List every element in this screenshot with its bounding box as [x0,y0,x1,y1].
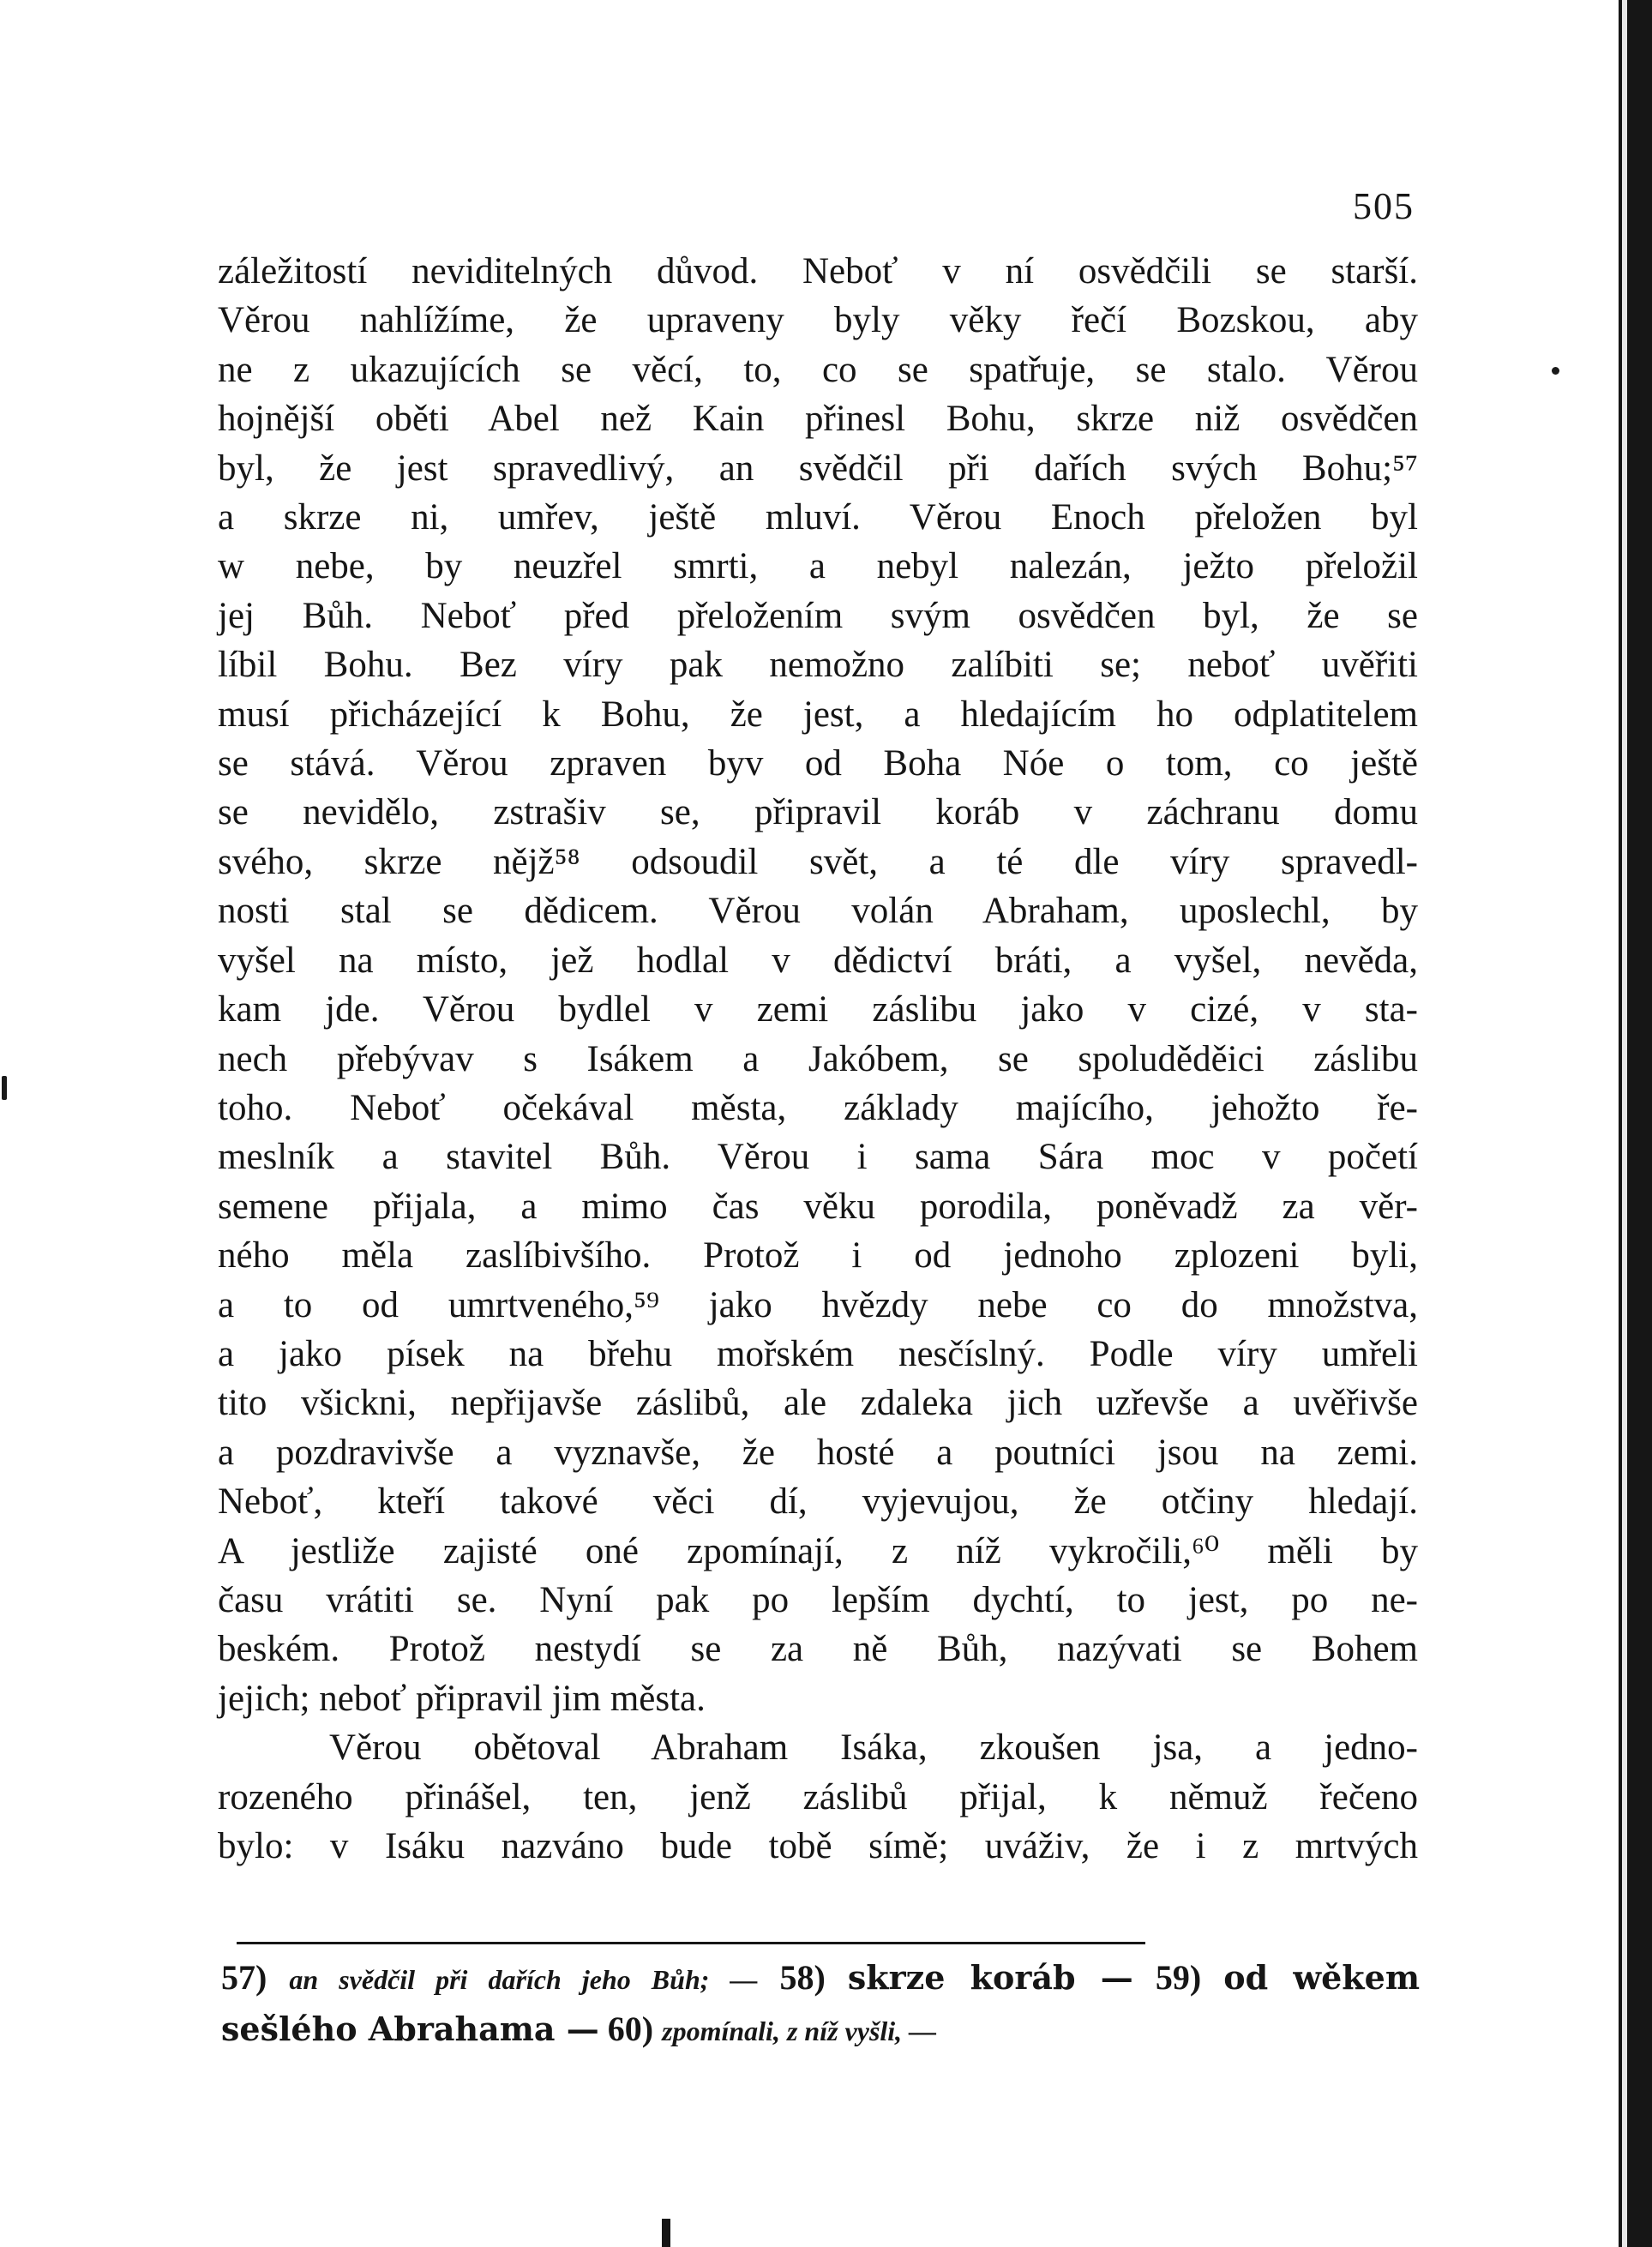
footnote-text: an svědčil při dařích jeho Bůh; — [289,1964,758,1995]
footnote-text: sešlého Abrahama — [221,2010,599,2048]
footnote-text: zpomínali, z níž vyšli, — [662,2016,937,2046]
text-line: Neboť, kteří takové věci dí, vyjevujou, že otčiny hledají. [218,1481,1418,1523]
text-line: toho. Neboť očekával města, základy majícího, jehožto ře- [218,1087,1418,1128]
text-line: a to od umrtveného,⁵⁹ jako hvězdy nebe co do množstva, [218,1284,1418,1325]
footnote-marker: 57) [221,1958,267,1997]
footnote-marker: 59) [1155,1958,1202,1997]
text-line: vyšel na místo, jež hodlal v dědictví bráti, a vyšel, nevěda, [218,940,1418,981]
text-line: nosti stal se dědicem. Věrou volán Abraham, uposlechl, by [218,891,1418,932]
text-line: tito všickni, nepřijavše záslibů, ale zdaleka jich uzřevše a uvěřivše [218,1383,1418,1424]
text-line: jejich; neboť připravil jim města. [218,1678,706,1719]
text-line: se stává. Věrou zpraven byv od Boha Nóe o tom, co ještě [218,743,1418,784]
text-line: w nebe, by neuzřel smrti, a nebyl nalezán, ježto přeložil [218,546,1418,587]
footnote-line [221,1953,1420,2004]
text-line: nech přebývav s Isákem a Jakóbem, se spoluděděici záslibu [218,1038,1418,1079]
text-line: a jako písek na břehu mořském nesčíslný. Podle víry umřeli [218,1333,1418,1374]
text-line: A jestliže zajisté oné zpomínají, z níž vykročili,⁶⁰ měli by [218,1530,1418,1571]
page-number: 505 [1353,185,1415,227]
footnote-marker: 58) [779,1958,826,1997]
margin-dot [1552,367,1559,375]
text-line: a skrze ni, umřev, ještě mluví. Věrou Enoch přeložen byl [218,497,1418,538]
text-line: času vrátiti se. Nyní pak po lepším dychtí, to jest, po ne- [218,1579,1418,1620]
text-line: meslník a stavitel Bůh. Věrou i sama Sára moc v početí [218,1137,1418,1178]
text-line: ne z ukazujících se věcí, to, co se spatřuje, se stalo. Věrou [218,349,1418,390]
text-line: beském. Protož nestydí se za ně Bůh, nazývati se Bohem [218,1629,1418,1670]
footnote-text: skrze koráb — [847,1958,1133,1997]
footnote-marker: 60) [607,2010,654,2048]
scan-bottom-mark [662,2219,670,2247]
scan-right-border-highlight [1622,0,1627,2247]
text-line: kam jde. Věrou bydlel v zemi záslibu jako v cizé, v sta- [218,989,1418,1030]
body-text [218,247,1418,1871]
footnote-line [221,2004,1420,2056]
paragraph-start-line: Věrou obětoval Abraham Isáka, zkoušen jsa, a jedno- [329,1727,1418,1769]
text-line: a pozdravivše a vyznavše, že hosté a poutníci jsou na zemi. [218,1432,1418,1473]
text-line: hojnější oběti Abel než Kain přinesl Bohu, skrze niž osvědčen [218,399,1418,440]
text-line: rozeného přinášel, ten, jenž záslibů přijal, k němuž řečeno [218,1776,1418,1817]
text-line: líbil Bohu. Bez víry pak nemožno zalíbiti se; neboť uvěřiti [218,645,1418,686]
footnote-text: od wěkem [1223,1958,1421,1997]
text-line: záležitostí neviditelných důvod. Neboť v ní osvědčili se starší. [218,251,1418,291]
footnote-divider [237,1942,1145,1944]
text-line: ného měla zaslíbivšího. Protož i od jednoho zplozeni byli, [218,1235,1418,1277]
text-line: byl, že jest spravedlivý, an svědčil při dařích svých Bohu;⁵⁷ [218,448,1418,489]
text-line: Věrou nahlížíme, že upraveny byly věky řečí Bozskou, aby [218,300,1418,341]
footnotes [221,1953,1420,2056]
text-line: se nevidělo, zstrašiv se, připravil koráb v záchranu domu [218,792,1418,833]
text-line: jej Bůh. Neboť před přeložením svým osvědčen byl, že se [218,595,1418,636]
text-line: svého, skrze nějž⁵⁸ odsoudil svět, a té dle víry spravedl- [218,841,1418,882]
text-line: musí přicházející k Bohu, že jest, a hledajícím ho odplatitelem [218,694,1418,735]
text-line: semene přijala, a mimo čas věku porodila, poněvadž za věr- [218,1186,1418,1227]
scan-left-mark [2,1076,7,1100]
text-line: bylo: v Isáku nazváno bude tobě símě; uváživ, že i z mrtvých [218,1826,1418,1866]
